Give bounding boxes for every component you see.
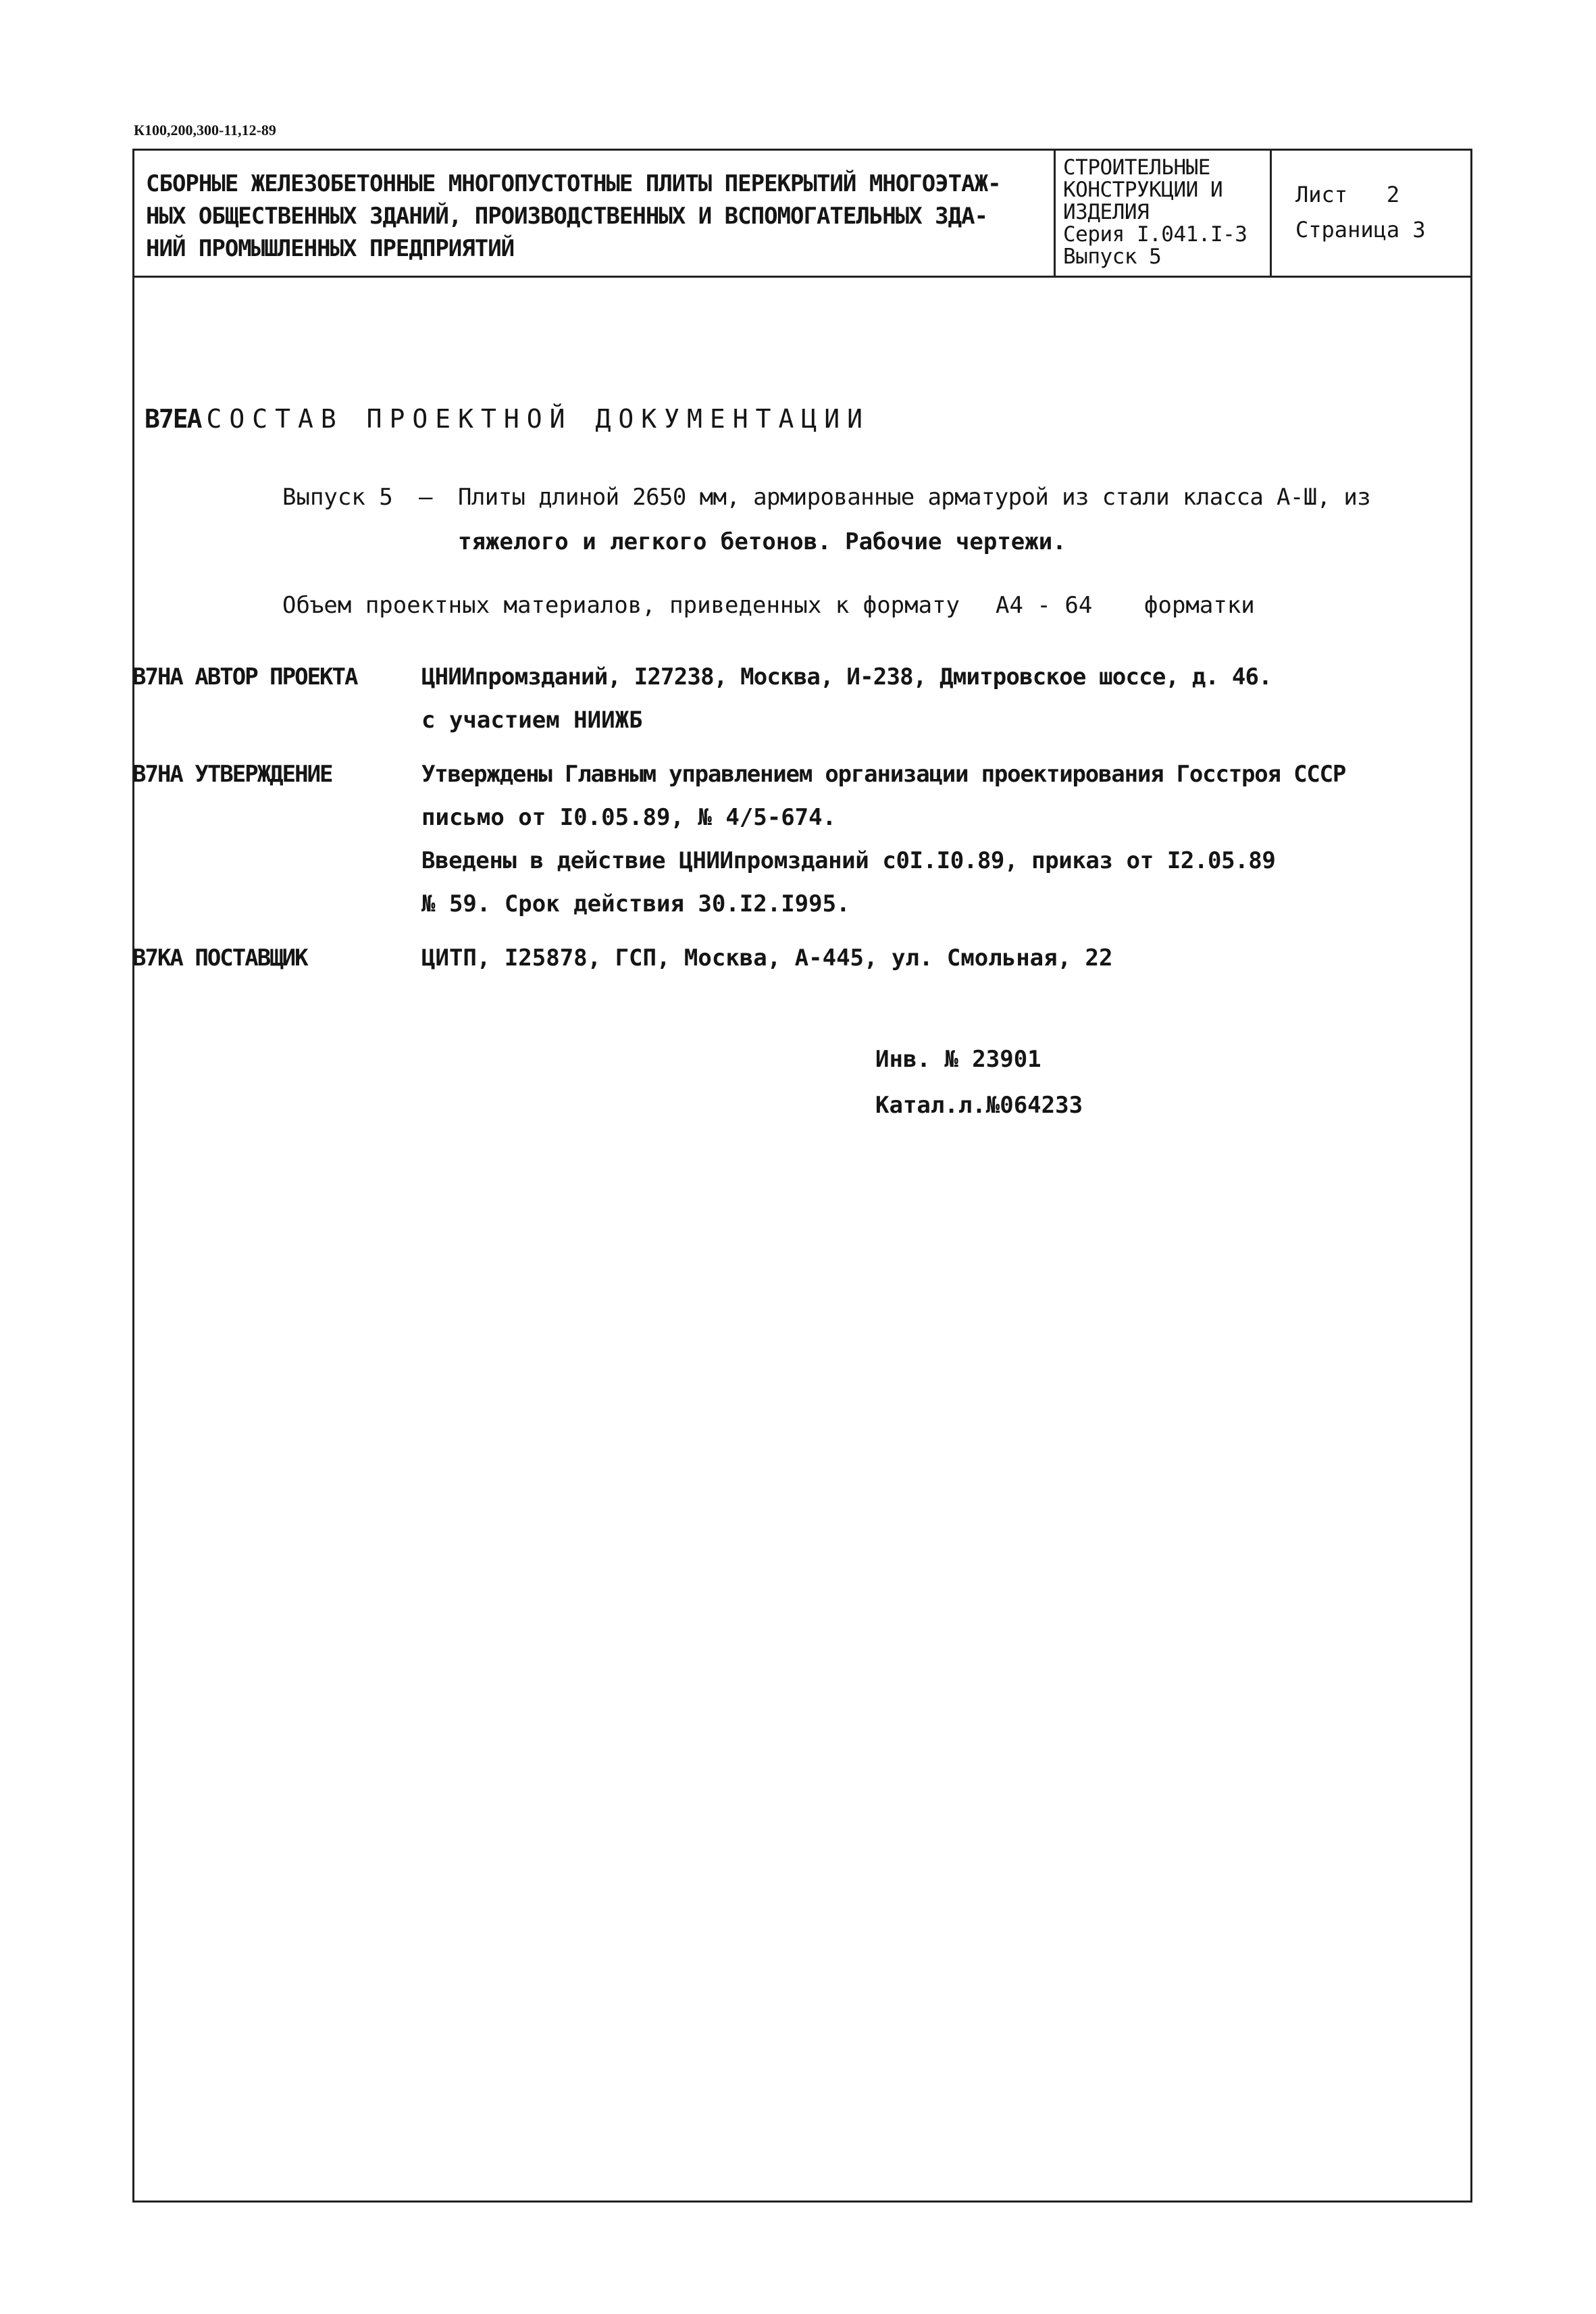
header-category-line: Серия I.041.I-3 xyxy=(1063,222,1247,247)
approval-line: Утверждены Главным управлением организации проектирования Госстроя СССР xyxy=(421,761,1346,788)
issue-description-line: тяжелого и легкого бетонов. Рабочие чертежи. xyxy=(458,528,1066,555)
header-title-line: НЫХ ОБЩЕСТВЕННЫХ ЗДАНИЙ, ПРОИЗВОДСТВЕННЫХ И ВСПОМОГАТЕЛЬНЫХ ЗДА- xyxy=(146,203,988,230)
volume-unit: форматки xyxy=(1144,592,1255,619)
volume-value: А4 - 64 xyxy=(996,592,1093,619)
issue-label: Выпуск 5 xyxy=(282,484,393,511)
approval-line: письмо от I0.05.89, № 4/5-674. xyxy=(421,804,837,831)
header-category xyxy=(1063,157,1272,268)
header-category-line: СТРОИТЕЛЬНЫЕ xyxy=(1063,155,1210,180)
document-code: К100,200,300-11,12-89 xyxy=(134,122,276,139)
section-title: СОСТАВ ПРОЕКТНОЙ ДОКУМЕНТАЦИИ xyxy=(206,404,870,434)
page-frame xyxy=(132,149,1472,2203)
author-line: с участием НИИЖБ xyxy=(421,707,643,734)
header-category-line: КОНСТРУКЦИИ И xyxy=(1063,178,1223,202)
supplier-line: ЦИТП, I25878, ГСП, Москва, А-445, ул. Смольная, 22 xyxy=(421,945,1113,972)
author-line: ЦНИИпромзданий, I27238, Москва, И-238, Дмитровское шоссе, д. 46. xyxy=(421,663,1272,690)
inventory-number: Инв. № 23901 xyxy=(875,1046,1041,1073)
section-code: В7ЕА xyxy=(145,404,201,434)
header-column-divider xyxy=(1054,150,1056,277)
approval-label: В7НА УТВЕРЖДЕНИЕ xyxy=(132,761,332,788)
header-title-line: НИЙ ПРОМЫШЛЕННЫХ ПРЕДПРИЯТИЙ xyxy=(146,235,515,262)
catalog-number: Катал.л.№064233 xyxy=(875,1092,1083,1119)
issue-dash: – xyxy=(419,484,433,511)
header-title xyxy=(146,168,1044,265)
header-category-line: ИЗДЕЛИЯ xyxy=(1063,200,1150,224)
sheet-number: Лист 2 xyxy=(1295,182,1400,207)
section-heading xyxy=(145,404,870,434)
header-category-line: Выпуск 5 xyxy=(1063,245,1162,269)
volume-text: Объем проектных материалов, приведенных к формату xyxy=(282,592,960,619)
author-label: В7НА АВТОР ПРОЕКТА xyxy=(132,663,357,690)
approval-line: Введены в действие ЦНИИпромзданий с0I.I0.89, приказ от I2.05.89 xyxy=(421,847,1276,874)
approval-line: № 59. Срок действия 30.I2.I995. xyxy=(421,890,850,917)
issue-description-line: Плиты длиной 2650 мм, армированные арматурой из стали класса А-Ш, из xyxy=(458,484,1371,511)
header-sheet-info xyxy=(1295,177,1426,247)
page-number: Страница 3 xyxy=(1295,217,1426,243)
supplier-label: В7КА ПОСТАВЩИК xyxy=(132,945,307,972)
header-title-line: СБОРНЫЕ ЖЕЛЕЗОБЕТОННЫЕ МНОГОПУСТОТНЫЕ ПЛИТЫ ПЕРЕКРЫТИЙ МНОГОЭТАЖ- xyxy=(146,170,1001,197)
